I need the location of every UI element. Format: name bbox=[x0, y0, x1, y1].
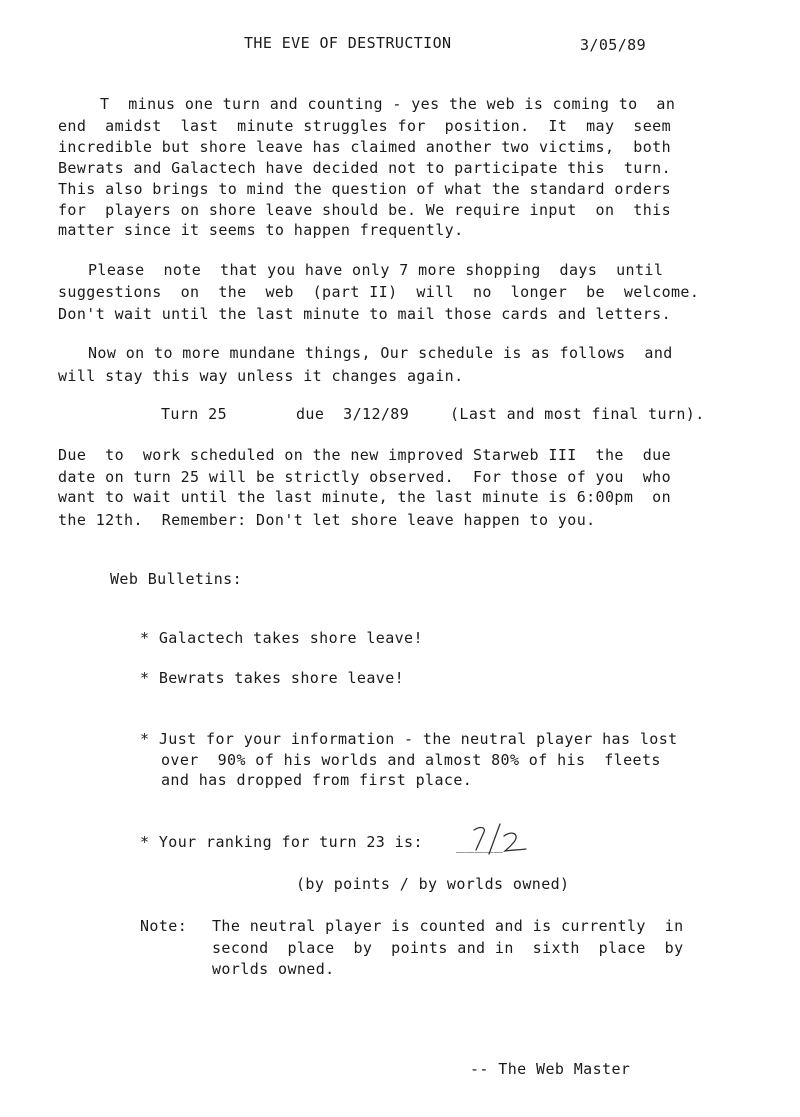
paragraph-4-line-1: Due to work scheduled on the new improved Starweb III the due bbox=[58, 446, 671, 464]
schedule-turn: Turn 25 bbox=[161, 405, 228, 423]
paragraph-1-line-5: This also brings to mind the question of what the standard orders bbox=[58, 180, 671, 198]
paragraph-4-line-4: the 12th. Remember: Don't let shore leave happen to you. bbox=[58, 511, 596, 529]
paragraph-1-line-3: incredible but shore leave has claimed another two victims, both bbox=[58, 138, 671, 156]
bulletin-item-3-line-1: * Just for your information - the neutral player has lost bbox=[140, 730, 678, 748]
paragraph-1-line-6: for players on shore leave should be. We require input on this bbox=[58, 201, 671, 219]
paragraph-2-line-3: Don't wait until the last minute to mail those cards and letters. bbox=[58, 305, 671, 323]
ranking-blank: _____ bbox=[456, 835, 504, 853]
paragraph-1-line-2: end amidst last minute struggles for position. It may seem bbox=[58, 117, 671, 135]
bulletin-item-3-line-3: and has dropped from first place. bbox=[161, 771, 473, 789]
note-line-3: worlds owned. bbox=[212, 960, 335, 978]
paragraph-2-line-2: suggestions on the web (part II) will no longer be welcome. bbox=[58, 283, 700, 301]
note-line-2: second place by points and in sixth place by bbox=[212, 939, 684, 957]
note-line-1: The neutral player is counted and is currently in bbox=[212, 917, 684, 935]
handwritten-ranking-value bbox=[456, 818, 536, 858]
paragraph-3-line-1: Now on to more mundane things, Our schedule is as follows and bbox=[88, 344, 673, 362]
document-date: 3/05/89 bbox=[580, 36, 647, 54]
bulletins-heading: Web Bulletins: bbox=[110, 570, 243, 588]
ranking-caption: (by points / by worlds owned) bbox=[296, 875, 570, 893]
paragraph-4-line-2: date on turn 25 will be strictly observed. For those of you who bbox=[58, 468, 671, 486]
bulletin-item-3-line-2: over 90% of his worlds and almost 80% of his fleets bbox=[161, 751, 661, 769]
schedule-note: (Last and most final turn). bbox=[450, 405, 705, 423]
paragraph-3-line-2: will stay this way unless it changes again. bbox=[58, 367, 464, 385]
ranking-label: * Your ranking for turn 23 is: bbox=[140, 833, 423, 851]
schedule-due: due 3/12/89 bbox=[296, 405, 410, 423]
paragraph-4-line-3: want to wait until the last minute, the last minute is 6:00pm on bbox=[58, 488, 671, 506]
paragraph-1-line-7: matter since it seems to happen frequently. bbox=[58, 221, 464, 239]
bulletin-item-1: * Galactech takes shore leave! bbox=[140, 629, 423, 647]
signature: -- The Web Master bbox=[470, 1060, 631, 1078]
note-label: Note: bbox=[140, 917, 188, 935]
paragraph-2-line-1: Please note that you have only 7 more shopping days until bbox=[88, 261, 664, 279]
bulletin-item-2: * Bewrats takes shore leave! bbox=[140, 669, 405, 687]
document-title: THE EVE OF DESTRUCTION bbox=[244, 34, 452, 52]
paragraph-1-line-1: T minus one turn and counting - yes the web is coming to an bbox=[100, 95, 676, 113]
paragraph-1-line-4: Bewrats and Galactech have decided not to participate this turn. bbox=[58, 159, 671, 177]
